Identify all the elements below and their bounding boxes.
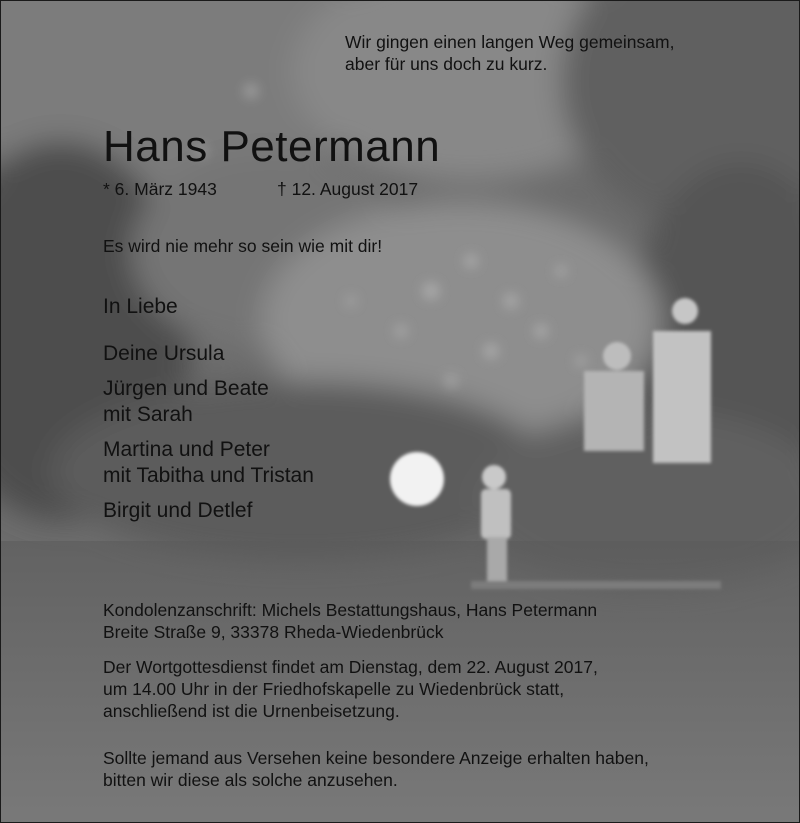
mourner-line: Jürgen und Beate (103, 377, 269, 400)
service-line: anschließend ist die Urnenbeisetzung. (103, 701, 400, 721)
mourner-line: Martina und Peter (103, 438, 270, 461)
service-line: Der Wortgottesdienst findet am Dienstag, dem 22. August 2017, (103, 657, 598, 677)
condolence-line: Kondolenzanschrift: Michels Bestattungshaus, Hans Petermann (103, 600, 598, 620)
motto-line: Es wird nie mehr so sein wie mit dir! (103, 236, 383, 256)
birth-date: * 6. März 1943 (103, 179, 217, 199)
service-info (103, 656, 598, 722)
mourner-line: mit Sarah (103, 403, 193, 426)
notice-text (103, 747, 649, 791)
mourner-group (103, 437, 314, 489)
deceased-name: Hans Petermann (103, 122, 441, 171)
quote-line: Wir gingen einen langen Weg gemeinsam, (345, 32, 675, 52)
condolence-address (103, 599, 597, 643)
in-love-heading: In Liebe (103, 295, 178, 318)
mourner-line: Deine Ursula (103, 342, 225, 365)
mourner-group (103, 376, 314, 428)
mourner-group (103, 341, 314, 367)
notice-line: bitten wir diese als solche anzusehen. (103, 770, 398, 790)
mourner-line: mit Tabitha und Tristan (103, 464, 314, 487)
death-date: † 12. August 2017 (277, 179, 419, 199)
mourners-list (103, 341, 314, 533)
mourner-group (103, 498, 314, 524)
notice-line: Sollte jemand aus Versehen keine besondere Anzeige erhalten haben, (103, 748, 649, 768)
condolence-line: Breite Straße 9, 33378 Rheda-Wiedenbrück (103, 622, 444, 642)
memorial-quote (345, 31, 674, 75)
service-line: um 14.00 Uhr in der Friedhofskapelle zu Wiedenbrück statt, (103, 679, 565, 699)
mourner-line: Birgit und Detlef (103, 499, 253, 522)
quote-line: aber für uns doch zu kurz. (345, 54, 548, 74)
